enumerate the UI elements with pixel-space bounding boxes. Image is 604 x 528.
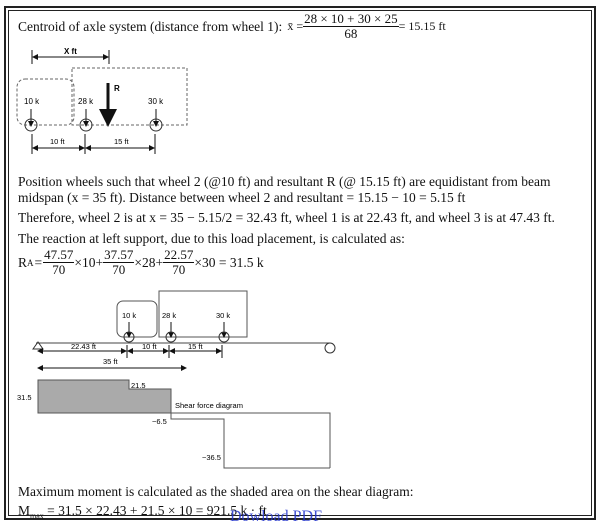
dim-15-label: 15 ft — [188, 342, 203, 351]
dim-22-43-label: 22.43 ft — [71, 342, 97, 351]
beam-wheel-3-icon — [219, 322, 229, 342]
beam-load-2-label: 28 k — [162, 311, 177, 320]
dim-x-label: X ft — [64, 47, 77, 56]
shear-value-21-5: 21.5 — [131, 381, 146, 390]
centroid-denominator: 68 — [344, 26, 358, 41]
resultant-label: R — [114, 84, 120, 93]
centroid-equation — [18, 12, 446, 41]
reaction-equation — [18, 248, 264, 277]
moment-intro-text: Maximum moment is calculated as the shaded area on the shear diagram: — [18, 484, 414, 499]
xbar-symbol: x̄ = — [287, 19, 304, 33]
moment-lhs: M — [18, 503, 31, 518]
spacing-2-label: 15 ft — [114, 137, 129, 146]
beam-load-3-label: 30 k — [216, 311, 231, 320]
reaction-term-1-mult: ×10+ — [74, 254, 104, 270]
spacing-1-label: 10 ft — [50, 137, 65, 146]
shear-value-neg-6-5: −6.5 — [152, 417, 167, 426]
reaction-lhs-subscript: A — [27, 257, 34, 268]
load-3-label: 30 k — [148, 97, 164, 106]
shear-value-neg-36-5: −36.5 — [202, 453, 221, 462]
therefore-text: Therefore, wheel 2 is at x = 35 − 5.15/2 = 32.43 ft, wheel 1 is at 22.43 ft, and wheel 3 is at 47.43 ft. — [18, 210, 555, 225]
reaction-intro-text: The reaction at left support, due to this load placement, is calculated as: — [18, 231, 405, 246]
reaction-term-3-mult: ×30 = 31.5 k — [194, 254, 264, 270]
shaded-shear-area — [38, 380, 171, 413]
load-1-label: 10 k — [24, 97, 40, 106]
position-text-line-2: midspan (x = 35 ft). Distance between wheel 2 and resultant = 15.15 − 10 = 5.15 ft — [18, 190, 466, 205]
fraction-3-numerator: 22.57 — [164, 247, 194, 262]
reaction-lhs: R — [18, 254, 28, 270]
moment-expression: = 31.5 × 22.43 + 21.5 × 10 = 921.5 k · ft — [47, 503, 267, 518]
beam-shear-diagram — [12, 288, 342, 466]
reaction-term-2-mult: ×28+ — [134, 254, 164, 270]
centroid-result: = 15.15 ft — [398, 19, 446, 33]
beam-wheel-2-icon — [166, 322, 176, 342]
beam-load-1-label: 10 k — [122, 311, 137, 320]
fraction-2-numerator: 37.57 — [104, 247, 134, 262]
fraction-1-denominator: 70 — [52, 262, 66, 277]
axle-system-diagram — [20, 44, 200, 156]
reaction-fraction-3 — [163, 248, 194, 277]
reaction-fraction-1 — [43, 248, 74, 277]
roller-support-icon — [325, 343, 335, 353]
reaction-fraction-2 — [103, 248, 134, 277]
load-2-label: 28 k — [78, 97, 94, 106]
wheel-1-icon — [25, 109, 37, 131]
moment-lhs-subscript: max — [30, 511, 44, 521]
shear-value-31-5: 31.5 — [17, 393, 32, 402]
centroid-fraction — [303, 12, 399, 41]
fraction-1-numerator: 47.57 — [44, 247, 74, 262]
download-pdf-overlay-link[interactable]: Dowload PDF — [230, 508, 323, 525]
centroid-label: Centroid of axle system (distance from wheel 1): — [18, 18, 283, 34]
position-text-line-1: Position wheels such that wheel 2 (@10 ft) and resultant R (@ 15.15 ft) are equidistant from beam — [18, 174, 551, 189]
fraction-3-denominator: 70 — [172, 262, 186, 277]
reaction-equals: = — [34, 254, 43, 270]
fraction-2-denominator: 70 — [112, 262, 126, 277]
shear-diagram-title: Shear force diagram — [175, 401, 243, 410]
wheel-2-icon — [80, 109, 92, 131]
dim-10-label: 10 ft — [142, 342, 157, 351]
centroid-numerator: 28 × 10 + 30 × 25 — [304, 11, 398, 26]
wheel-3-icon — [150, 109, 162, 131]
dim-35-label: 35 ft — [103, 357, 118, 366]
beam-wheel-1-icon — [124, 322, 134, 342]
